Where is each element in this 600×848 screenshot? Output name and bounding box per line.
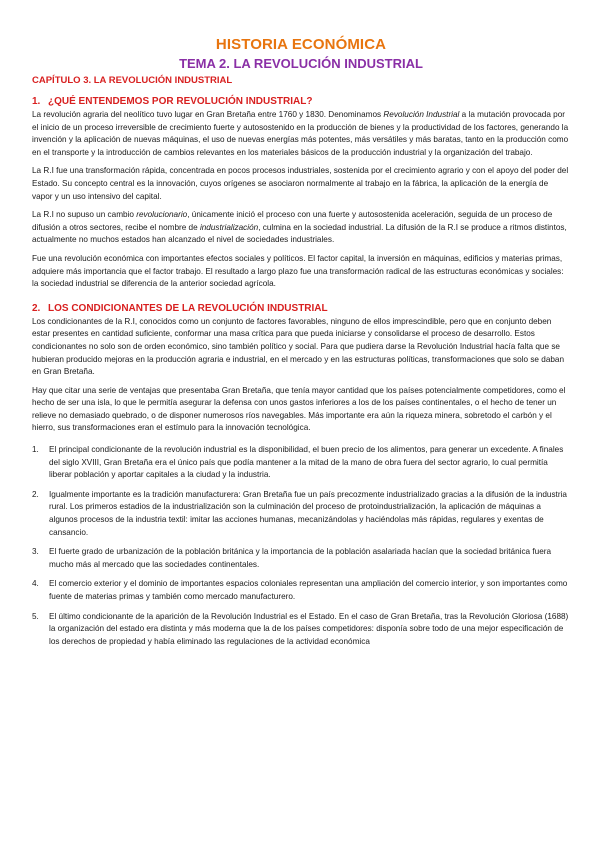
section-1-title: ¿QUÉ ENTENDEMOS POR REVOLUCIÓN INDUSTRIAL? [48, 96, 313, 107]
section-1-paragraph-1 [32, 109, 570, 159]
text-run: La R.I no supuso un cambio [32, 210, 137, 220]
list-item [32, 546, 570, 571]
italic-term: Revolución Industrial [383, 110, 460, 119]
list-item-text: Igualmente importante es la tradición manufacturera: Gran Bretaña fue un país precozmente industrializado gracias a la difusión de la industria rural. Los primeros estadios de la industrialización son la culminación del proceso de protoindustrialización, la aplicación de máquinas a algunos procesos de la industria textil: imitar las acciones humanas, mecanizándolas y haciéndolas más rápidas, regulares y exentas de cansancio. [49, 489, 567, 537]
list-item-text: El comercio exterior y el dominio de importantes espacios coloniales representan una ampliación del comercio interior, y son importantes como fuente de materias primas y también como mercado manufacturero. [49, 579, 568, 601]
section-1-number: 1. [32, 96, 41, 107]
section-2-title: LOS CONDICIONANTES DE LA REVOLUCIÓN INDUSTRIAL [48, 302, 328, 314]
section-2-paragraph-2: Hay que citar una serie de ventajas que presentaba Gran Bretaña, que tenía mayor cantidad que los países potencialmente competidores, como el hecho de ser una isla, lo que le permitía asegurar la defensa con unos gastos inferiores a los de los países continentales, o el hecho de tener un relieve no demasiado quebrado, o de disponer numerosos ríos navegables. Más importante era aún la riqueza minera, sobretodo el carbón y el hierro, sus transformaciones eran el estímulo para la innovación tecnológica. [32, 385, 566, 433]
section-2-paragraph-1: Los condicionantes de la R.I, conocidos como un conjunto de factores favorables, ninguno de ellos imprescindible, pero que en conjunto deben estar presentes en cantidad suficiente, conformar una masa crítica para que pueda iniciarse y consolidarse el proceso de desarrollo. Estos condicionantes no solo son de orden económico, sino también político y social. Para que pudiera darse la Revolución Industrial hacía falta que se hubieran producido mejoras en la producción agraria e industrial, en el mercado y en las estructuras políticas, transformaciones que solo se daban en Gran Bretaña. [32, 316, 565, 377]
list-item [32, 578, 570, 603]
list-item-text: El principal condicionante de la revolución industrial es la disponibilidad, el buen precio de los alimentos, para generar un excedente. A finales del siglo XVIII, Gran Bretaña era el único país que podía mantener a la mitad de la mano de obra fuera del sector agrario, lo cual permitía liberar población y aportar capitales a la ciudad y la industria. [49, 445, 564, 480]
text-run: La revolución agraria del neolítico tuvo lugar en Gran Bretaña entre 1760 y 1830. Denominamos [32, 110, 384, 119]
list-item [32, 611, 570, 649]
list-item-number: 1. [32, 445, 39, 455]
section-1-heading [32, 95, 570, 108]
section-1-paragraph-2: La R.I fue una transformación rápida, concentrada en pocos procesos industriales, sostenida por el crecimiento agrario y con el apoyo del poder del Estado. Su concepto central es la innovación, cuyos orígenes se asociaron normalmente al trabajo en la fábrica, la aplicación de la energía de vapor y un uso intensivo del capital. [32, 166, 569, 201]
chapter-heading: CAPÍTULO 3. LA REVOLUCIÓN INDUSTRIAL [32, 75, 233, 86]
conditions-list [32, 444, 570, 648]
list-item-text: El fuerte grado de urbanización de la población británica y la importancia de la población asalariada hacían que la sociedad británica fuera mucho más al mercado que las sociedades continentales. [49, 547, 552, 569]
document-title: HISTORIA ECONÓMICA [215, 36, 387, 53]
list-item-text: El último condicionante de la aparición de la Revolución Industrial es el Estado. En el caso de Gran Bretaña, tras la Revolución Gloriosa (1688) la organización del estado era distinta y más moderna que la de los países competidores: disponía sobre todo de una mejor especificación de los derechos de propiedad y había eliminado las regulaciones de la actividad económica [49, 611, 569, 646]
italic-term: industrialización [199, 222, 259, 232]
list-item-number: 3. [32, 547, 39, 557]
list-item-number: 5. [32, 611, 39, 621]
section-2-number: 2. [32, 302, 41, 314]
list-item-number: 2. [32, 489, 39, 499]
section-1-paragraph-4: Fue una revolución económica con importantes efectos sociales y políticos. El factor capital, la inversión en máquinas, edificios y materias primas, adquiere más importancia que el factor trabajo. El resultado a largo plazo fue una transformación radical de las estructuras económicas y sociales: la sociedad industrial se diferencia de la anterior sociedad agrícola. [32, 253, 564, 289]
list-item [32, 444, 570, 482]
text-run: a la mutación provocada por el inicio de un proceso irreversible de crecimiento fuerte y autosostenido en la producción de bienes y la productividad de los factores, generando la invención y la aplicación de nuevas máquinas, el uso de nuevas energías más potentes, más versátiles y más baratas, tanto en la producción como en el transporte y la introducción de cambios relevantes en los materiales básicos de la producción industrial y la organización del trabajo. [32, 110, 569, 157]
list-item [32, 489, 570, 539]
list-item-number: 4. [32, 579, 39, 589]
italic-term: revolucionario [136, 210, 188, 220]
section-2-heading [32, 302, 570, 315]
document-subtitle: TEMA 2. LA REVOLUCIÓN INDUSTRIAL [179, 56, 423, 71]
section-1-paragraph-3 [32, 209, 570, 247]
text-run: , únicamente inició el proceso con una fuerte y autosostenida aceleración, seguida de un proceso de difusión a otros sectores, recibe el nombre de [32, 210, 553, 232]
text-run: , culmina en la sociedad industrial. La difusión de la R.I se produce a ritmos distintos, actualmente no muchos estados han alcanzado el nivel de sociedades industriales. [32, 222, 567, 245]
